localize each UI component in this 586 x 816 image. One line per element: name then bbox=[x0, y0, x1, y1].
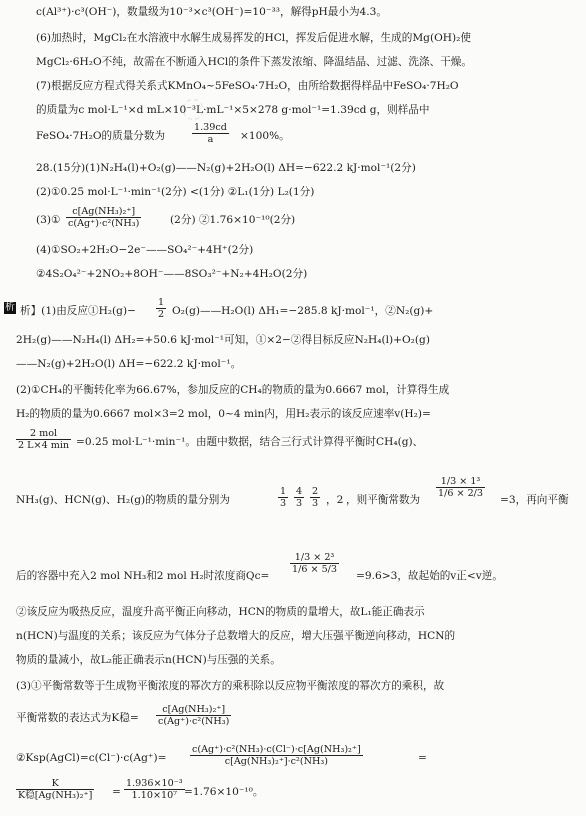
text-line: ②4S₂O₄²⁻+2NO₂+8OH⁻——8SO₃²⁻+N₂+4H₂O(2分) bbox=[36, 268, 308, 280]
text-line: ②该反应为吸热反应，温度升高平衡正向移动，HCN的物质的量增大，故L₁能正确表示 bbox=[16, 606, 425, 618]
text-line: NH₃(g)、HCN(g)、H₂(g)的物质的量分别为 bbox=[16, 494, 230, 506]
fraction-numerator: 1.936×10⁻³ bbox=[126, 778, 183, 789]
text-line: (3)①平衡常数等于生成物平衡浓度的幂次方的乘积除以反应物平衡浓度的幂次方的乘积，故 bbox=[16, 680, 445, 692]
fraction-numerator: K bbox=[16, 778, 94, 790]
fraction bbox=[192, 122, 229, 145]
fraction-denominator: c(Ag⁺)·c²(NH₃) bbox=[68, 218, 140, 230]
text-line: c(Al³⁺)·c³(OH⁻)，数量级为10⁻³×c³(OH⁻)=10⁻³³，解得pH最小为4.3。 bbox=[36, 6, 387, 18]
fraction-denominator: c(Ag⁺)·c²(NH₃) bbox=[158, 716, 230, 728]
fraction bbox=[156, 297, 166, 320]
text-line: (3)① bbox=[36, 214, 61, 226]
text-line: 平衡常数的表达式为K稳= bbox=[16, 712, 139, 724]
text-line: ，则平衡常数为 bbox=[346, 494, 421, 506]
fraction-denominator: 1/6 × 5/3 bbox=[292, 564, 338, 576]
text-line: 析】(1)由反应①H₂(g)− bbox=[20, 305, 136, 317]
text-line: 后的容器中充入2 mol NH₃和2 mol H₂时浓度商Qc= bbox=[16, 570, 270, 582]
text-line: (6)加热时，MgCl₂在水溶液中水解生成易挥发的HCl，挥发后促进水解，生成的Mg(OH)₂使 bbox=[36, 32, 471, 44]
fraction-numerator: 2 bbox=[312, 486, 319, 497]
fraction bbox=[16, 778, 94, 801]
text-line: =3，再向平衡 bbox=[500, 494, 569, 506]
fraction-numerator: 4 bbox=[296, 486, 303, 497]
analysis-mark: 析 bbox=[5, 302, 15, 313]
fraction bbox=[156, 704, 231, 727]
text-line: = bbox=[112, 786, 121, 798]
fraction bbox=[436, 476, 485, 499]
text-line: =9.6>3，故起始的v正<v逆。 bbox=[356, 570, 503, 582]
text-line: =1.76×10⁻¹⁰。 bbox=[184, 786, 264, 798]
text-line: 的质量为c mol·L⁻¹×d mL×10⁻³L·mL⁻¹×5×278 g·mol⁻¹=1.39cd g，则样品中 bbox=[36, 104, 430, 116]
fraction bbox=[66, 206, 141, 229]
text-line: 2H₂(g)——N₂H₄(l) ΔH₂=+50.6 kJ·mol⁻¹可知，①×2−②得目标反应N₂H₄(l)+O₂(g) bbox=[16, 334, 430, 346]
text-line: O₂(g)——H₂O(l) ΔH₁=−285.8 kJ·mol⁻¹，②N₂(g)+ bbox=[172, 305, 434, 317]
text-line: 物质的量减小，故L₂能正确表示n(HCN)与压强的关系。 bbox=[16, 654, 281, 666]
fraction bbox=[278, 486, 288, 509]
fraction bbox=[290, 552, 339, 575]
text-line: (2分) ②1.76×10⁻¹⁰(2分) bbox=[170, 214, 296, 226]
text-line: (4)①SO₂+2H₂O−2e⁻——SO₄²⁻+4H⁺(2分) bbox=[36, 244, 254, 256]
fraction-numerator: 1/3 × 1³ bbox=[436, 476, 485, 488]
text-line: = bbox=[418, 752, 427, 764]
fraction-numerator: 1.39cd bbox=[194, 122, 227, 133]
fraction-numerator: 1 bbox=[280, 486, 287, 497]
fraction-denominator: c[Ag(NH₃)₂⁺]·c²(NH₃) bbox=[224, 756, 328, 768]
fraction bbox=[16, 428, 71, 451]
text-line: (7)根据反应方程式得关系式KMnO₄~5FeSO₄·7H₂O，由所给数据得样品中FeSO₄·7H₂O bbox=[36, 80, 459, 92]
fraction-numerator: 1/3 × 2³ bbox=[290, 552, 339, 564]
text-line: ——N₂(g)+2H₂O(l) ΔH=−622.2 kJ·mol⁻¹。 bbox=[16, 358, 242, 370]
text-line: =0.25 mol·L⁻¹·min⁻¹。由题中数据，结合三行式计算得平衡时CH₄(g)、 bbox=[76, 436, 424, 448]
fraction bbox=[124, 778, 185, 801]
fraction-denominator: 3 bbox=[280, 498, 287, 510]
text-line: (2)①0.25 mol·L⁻¹·min⁻¹(2分) <(1分) ②L₁(1分) L₂(1分) bbox=[36, 186, 315, 198]
fraction-denominator: 3 bbox=[296, 498, 303, 510]
watermark: ◌ bbox=[174, 87, 211, 128]
fraction-denominator: 2 L×4 min bbox=[18, 440, 70, 452]
fraction-denominator: 1/6 × 2/3 bbox=[438, 488, 484, 500]
text-line: FeSO₄·7H₂O的质量分数为 bbox=[36, 130, 166, 142]
text-line: 28.(15分)(1)N₂H₄(l)+O₂(g)——N₂(g)+2H₂O(l) ΔH=−622.2 kJ·mol⁻¹(2分) bbox=[36, 162, 416, 174]
fraction-denominator: K稳[Ag(NH₃)₂⁺] bbox=[18, 790, 93, 802]
text-line: ②Ksp(AgCl)=c(Cl⁻)·c(Ag⁺)= bbox=[16, 752, 167, 764]
fraction bbox=[294, 486, 304, 509]
fraction bbox=[190, 744, 363, 767]
fraction-numerator: c[Ag(NH₃)₂⁺] bbox=[156, 704, 231, 716]
fraction bbox=[310, 486, 320, 509]
text-line: n(HCN)与温度的关系；该反应为气体分子总数增大的反应，增大压强平衡逆向移动，HCN的 bbox=[16, 630, 456, 642]
fraction-denominator: 2 bbox=[158, 309, 165, 321]
fraction-denominator: a bbox=[207, 134, 214, 146]
text-line: ×100%。 bbox=[240, 130, 290, 142]
text-line: H₂的物质的量为0.6667 mol×3=2 mol，0~4 min内，用H₂表示的该反应速率v(H₂)= bbox=[16, 408, 431, 420]
text-line: ，2 bbox=[326, 494, 344, 506]
fraction-numerator: c[Ag(NH₃)₂⁺] bbox=[66, 206, 141, 218]
fraction-denominator: 1.10×10⁷ bbox=[131, 790, 178, 802]
fraction-denominator: 3 bbox=[312, 498, 319, 510]
fraction-numerator: 2 mol bbox=[16, 428, 71, 440]
fraction-numerator: c(Ag⁺)·c²(NH₃)·c(Cl⁻)·c[Ag(NH₃)₂⁺] bbox=[192, 744, 361, 755]
text-line: (2)①CH₄的平衡转化率为66.67%，参加反应的CH₄的物质的量为0.6667 mol，计算得生成 bbox=[16, 384, 450, 396]
text-line: MgCl₂·6H₂O不纯，故需在不断通入HCl的条件下蒸发浓缩、降温结晶、过滤、洗涤、干燥。 bbox=[36, 56, 472, 68]
fraction-numerator: 1 bbox=[158, 297, 165, 308]
